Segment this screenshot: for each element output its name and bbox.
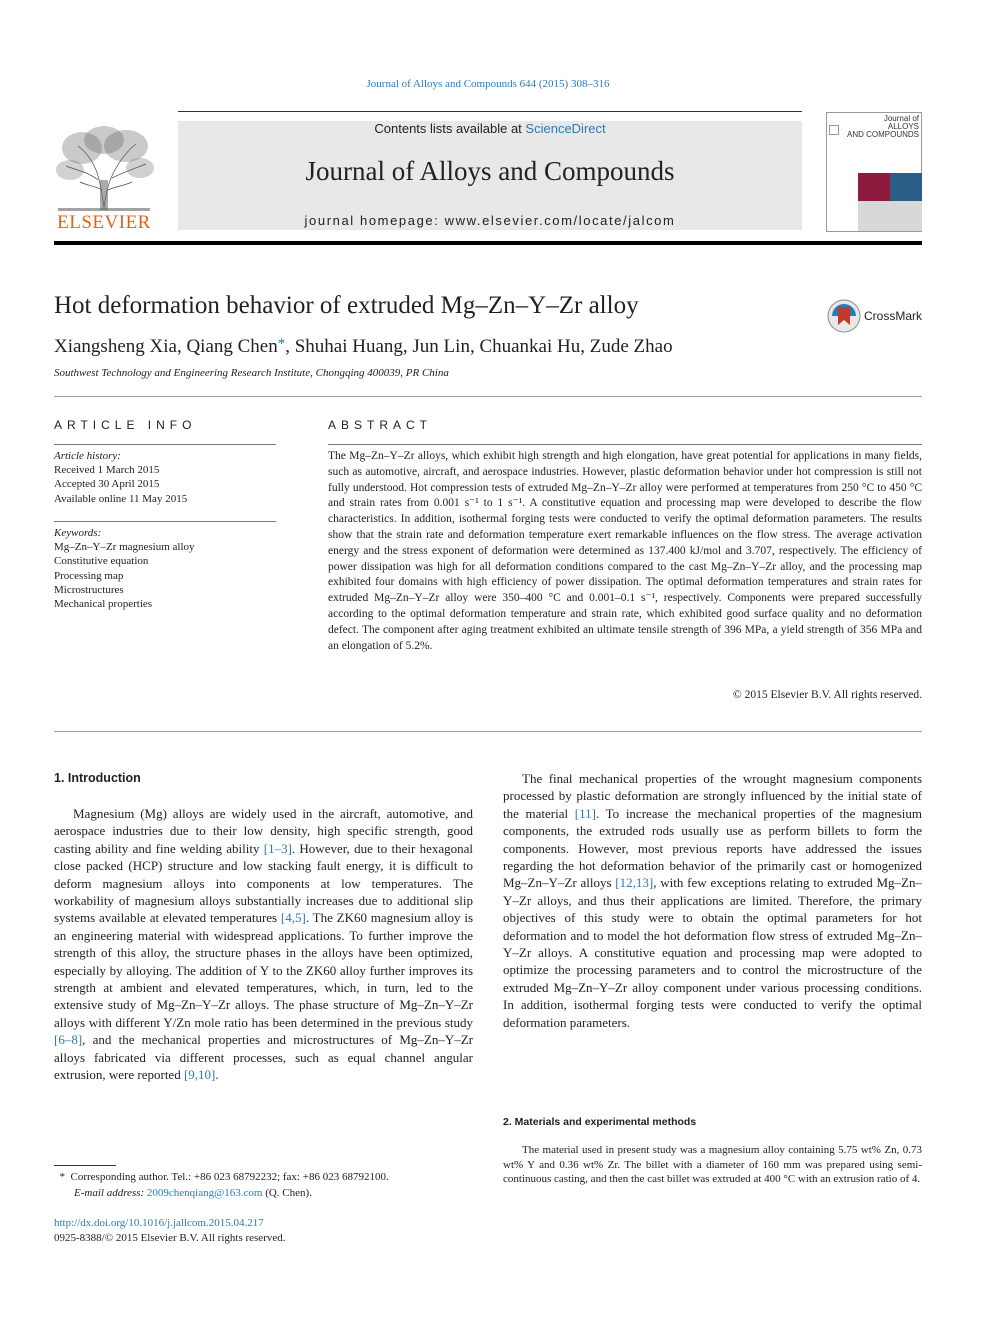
keyword: Constitutive equation: [54, 555, 149, 568]
corresponding-author-note: * Corresponding author. Tel.: +86 023 68792232; fax: +86 023 68792100.: [59, 1171, 389, 1183]
cover-color-block: [890, 173, 922, 201]
journal-homepage[interactable]: journal homepage: www.elsevier.com/locate/jalcom: [304, 213, 676, 228]
introduction-body-continued: [503, 770, 922, 1031]
email-suffix: (Q. Chen).: [265, 1186, 312, 1199]
article-history: [54, 449, 276, 506]
cover-title: [831, 115, 919, 139]
online-date: Available online 11 May 2015: [54, 492, 188, 505]
history-label: Article history:: [54, 450, 121, 462]
cover-color-block: [858, 173, 890, 201]
journal-citation[interactable]: Journal of Alloys and Compounds 644 (2015) 308–316: [366, 78, 610, 90]
reference-link[interactable]: [9,10]: [183, 1067, 216, 1083]
divider: [328, 444, 922, 445]
reference-link[interactable]: [4,5]: [280, 910, 306, 926]
email-line: [54, 1186, 473, 1202]
abstract-text: The Mg–Zn–Y–Zr alloys, which exhibit high strength and high elongation, have great potential for applications in many fields, such as automotive, aircraft, and aerospace industries. However, plastic deformation behavior under hot compression is still not fully understood. Hot compression tests of extruded Mg–Zn–Y–Zr alloy were performed at temperatures from 250 °C to 450 °C and strain rates from 0.001 s⁻¹ to 1 s⁻¹. A constitutive equation and processing map were developed to describe the flow characteristics. In addition, isothermal forging tests were conducted to verify the optimal deformation parameters. The results show that the strain rate and deformation temperature exert remarkable influences on the flow stress. The average activation energy and the stress exponent of deformation were determined as 137.400 kJ/mol and 3.707, respectively. The efficiency of power dissipation was high for all deformation conditions compared to the cast Mg–Zn–Y–Zr alloy, and the processing map exhibited four domains with high efficiency of power dissipation. The optimal deformation temperatures and strain rates for extruded Mg–Zn–Y–Zr alloy were 350–400 °C and 0.001–0.1 s⁻¹, respectively. Components were prepared successfully according to the optimal deformation temperature and strain rate, which exhibited good surface quality and no deformation defect. The component after aging treatment exhibited an ultimate tensile strength of 396 MPa, a yield strength of 356 MPa and an elongation of 5.2%.: [328, 450, 922, 652]
issn-copyright: 0925-8388/© 2015 Elsevier B.V. All rights reserved.: [54, 1232, 286, 1244]
section-heading-methods: 2. Materials and experimental methods: [503, 1116, 697, 1128]
authors-first: Xiangsheng Xia, Qiang Chen: [54, 336, 278, 357]
contents-line: [178, 121, 802, 136]
doi-block: [54, 1216, 286, 1246]
intro-paragraph: The final mechanical properties of the wrought magnesium components processed by plastic deformation are strongly influenced by the initial state of the material [11]. To increase the mechanical properties of the magnesium components, the extruded rods usually use as perform billets to form the components. However, most previous reports have addressed the issues regarding the hot deformation behavior of the primarily cast or homogenized Mg–Zn–Y–Zr alloys [12,13], with few exceptions relating to extruded Mg–Zn–Y–Zr alloys, and thus their applications are limited. Therefore, the primary objectives of this study were to obtain the optimal parameters for hot deformation and to model the hot deformation flow stress of extruded Mg–Zn–Y–Zr alloys. A constitutive equation and processing map were adopted to optimize the processing parameters and to control the microstructure of the extruded Mg–Zn–Y–Zr alloy component under various processing conditions. In addition, isothermal forging tests were conducted to verify the optimal deformation parameters.: [503, 771, 923, 1030]
section-heading-introduction: 1. Introduction: [54, 771, 141, 785]
sciencedirect-link[interactable]: ScienceDirect: [525, 121, 606, 136]
doi-link[interactable]: http://dx.doi.org/10.1016/j.jallcom.2015.04.217: [54, 1217, 264, 1229]
keywords-list: [54, 526, 276, 611]
cover-title-line2: ALLOYS: [887, 122, 919, 131]
elsevier-wordmark: ELSEVIER: [57, 212, 151, 233]
paper-title: Hot deformation behavior of extruded Mg–Zn–Y–Zr alloy: [54, 292, 639, 319]
article-info-heading: ARTICLE INFO: [54, 418, 197, 432]
journal-title: Journal of Alloys and Compounds: [305, 156, 675, 186]
introduction-body: [54, 805, 473, 1084]
keyword: Mg–Zn–Y–Zr magnesium alloy: [54, 541, 195, 554]
methods-paragraph: The material used in present study was a magnesium alloy containing 5.75 wt% Zn, 0.73 wt% Y and 0.36 wt% Zr. The billet with a diameter of 160 mm was prepared using semi-continuous casting, and then the cast billet was extruded at 400 °C with an extrusion ratio of 4.: [503, 1144, 922, 1186]
keyword: Processing map: [54, 569, 124, 582]
reference-link[interactable]: [12,13]: [615, 875, 654, 891]
divider: [54, 521, 276, 522]
authors-rest: , Shuhai Huang, Jun Lin, Chuankai Hu, Zude Zhao: [285, 336, 673, 357]
divider: [54, 731, 922, 732]
crossmark-badge[interactable]: [826, 298, 926, 334]
header-thick-rule: [54, 241, 922, 245]
keyword: Microstructures: [54, 583, 124, 596]
footnote: [54, 1170, 473, 1201]
accepted-date: Accepted 30 April 2015: [54, 478, 160, 491]
divider: [54, 444, 276, 445]
email-label: E-mail address:: [74, 1186, 145, 1199]
footnote-rule: [54, 1165, 116, 1166]
contents-prefix: Contents lists available at: [374, 121, 522, 136]
author-list: [54, 336, 673, 358]
cover-title-line1: Journal of: [883, 114, 919, 123]
abstract-heading: ABSTRACT: [328, 418, 433, 432]
keyword: Mechanical properties: [54, 598, 153, 611]
intro-paragraph: Magnesium (Mg) alloys are widely used in the aircraft, automotive, and aerospace industries due to their low density, high specific strength, good casting ability and fine welding ability [1–3]. However, due to their hexagonal close packed (HCP) structure and low stacking fault energy, it is difficult to deform magnesium alloys into components at low temperatures. The workability of magnesium alloys substantially increases due to additional slip systems available at elevated temperatures [4,5]. The ZK60 magnesium alloy is an engineering material with widespread applications. To further improve the strength of this alloy, the structure phases in the alloys have been optimized, especially by alloying. The addition of Y to the ZK60 alloy further improves its strength at ambient and elevated temperatures, which, in turn, led to the extensive study of Mg–Zn–Y–Zr alloys. The phase structure of Mg–Zn–Y–Zr alloys with different Y/Zn mole ratio has been determined in the previous study [6–8], and the mechanical properties and microstructures of Mg–Zn–Y–Zr alloys fabricated via different processes, such as equal channel angular extrusion, were reported [9,10].: [54, 806, 474, 1083]
methods-body: [503, 1143, 922, 1187]
cover-title-line3: AND COMPOUNDS: [846, 130, 919, 139]
header-top-rule: [178, 111, 802, 112]
reference-link[interactable]: [1–3]: [263, 840, 292, 856]
cover-color-block: [858, 201, 922, 231]
corresponding-author-mark[interactable]: *: [277, 336, 286, 352]
affiliation: Southwest Technology and Engineering Research Institute, Chongqing 400039, PR China: [54, 367, 449, 379]
crossmark-label: CrossMark: [864, 309, 923, 323]
abstract-copyright: © 2015 Elsevier B.V. All rights reserved.: [733, 689, 922, 701]
email-link[interactable]: 2009chenqiang@163.com: [146, 1186, 263, 1199]
footnote-star: *: [59, 1171, 65, 1183]
reference-link[interactable]: [6–8]: [54, 1032, 83, 1048]
divider: [54, 396, 922, 397]
reference-link[interactable]: [11]: [574, 805, 596, 821]
received-date: Received 1 March 2015: [54, 464, 160, 477]
crossmark-icon: [826, 298, 862, 334]
keywords-label: Keywords:: [54, 527, 102, 539]
journal-cover-thumbnail[interactable]: [826, 112, 922, 232]
